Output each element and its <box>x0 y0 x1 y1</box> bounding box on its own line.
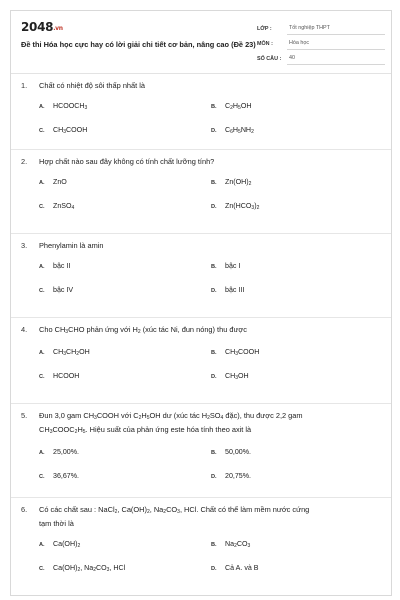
option-letter: D. <box>211 288 217 294</box>
question-3 <box>21 240 383 296</box>
option-text: 36,67%. <box>53 472 80 480</box>
answer-option-d[interactable] <box>211 372 249 381</box>
question-text <box>21 80 383 92</box>
answer-options <box>21 338 383 382</box>
exam-title: Đề thi Hóa học cực hay có lời giải chi tiết cơ bản, nâng cao (Đề 23) <box>21 40 256 49</box>
question-text <box>21 240 383 252</box>
question-text <box>21 504 383 530</box>
question-divider <box>11 403 391 404</box>
option-text: ZnSO$_4$ <box>53 202 75 211</box>
answer-option-a[interactable] <box>39 540 80 549</box>
option-letter: C. <box>39 128 45 134</box>
answer-option-b[interactable] <box>211 262 240 270</box>
question-body: Đun 3,0 gam $CH_3COOH$ với $C_2H_5OH$ dư (xúc tác $H_2SO_4$ đặc), thu được 2,2 gam $CH_3COOC_2H_5$. Hiệu suất của phản ứng este hóa tính theo axit là <box>39 411 303 435</box>
answer-option-a[interactable] <box>39 348 90 357</box>
answer-option-d[interactable] <box>211 126 254 135</box>
option-letter: D. <box>211 566 217 572</box>
option-letter: D. <box>211 128 217 134</box>
option-letter: C. <box>39 474 45 480</box>
option-text: bậc IV <box>53 286 74 294</box>
option-letter: C. <box>39 204 45 210</box>
option-text: $CH_3CH_2OH$ <box>53 348 90 357</box>
meta-label: LỚP : <box>257 25 272 32</box>
option-text: bậc II <box>53 262 71 270</box>
option-letter: B. <box>211 264 217 270</box>
option-text: bậc III <box>225 286 245 294</box>
option-letter: B. <box>211 350 217 356</box>
option-text: bậc I <box>225 262 241 270</box>
answer-option-d[interactable] <box>211 286 244 294</box>
option-letter: A. <box>39 180 45 186</box>
meta-row-count <box>257 52 385 65</box>
question-number: 5. <box>21 411 28 420</box>
option-letter: B. <box>211 180 217 186</box>
option-text: Cả A. và B <box>225 564 259 572</box>
option-letter: C. <box>39 288 45 294</box>
option-text: 25,00%. <box>53 448 80 456</box>
question-4 <box>21 324 383 382</box>
question-2 <box>21 156 383 212</box>
question-number: 2. <box>21 157 28 166</box>
exam-header <box>11 11 391 74</box>
answer-option-b[interactable] <box>211 540 250 549</box>
option-letter: D. <box>211 474 217 480</box>
meta-row-subject <box>257 37 385 50</box>
answer-option-c[interactable] <box>39 202 74 211</box>
option-letter: D. <box>211 204 217 210</box>
meta-label: SỐ CÂU : <box>257 55 282 62</box>
option-text: $Ca(OH)_2$, $Na_2CO_3$, HCl <box>53 564 126 573</box>
question-body: Có các chất sau : NaCl$_2$, $Ca(OH)_2$, $Na_2CO_3$, HCl. Chất có thể làm mềm nước cứng tạm thời là <box>39 505 310 528</box>
option-text: 50,00%. <box>225 448 252 456</box>
meta-value: Tốt nghiệp THPT <box>287 23 385 35</box>
answer-option-c[interactable] <box>39 126 87 135</box>
option-text: 20,75%. <box>225 472 252 480</box>
question-body: Phenylamin là amin <box>39 241 104 250</box>
answer-option-c[interactable] <box>39 286 73 294</box>
question-body: Hợp chất nào sau đây không có tính chất lưỡng tính? <box>39 157 215 166</box>
option-letter: B. <box>211 450 217 456</box>
answer-options <box>21 438 383 482</box>
option-letter: A. <box>39 542 45 548</box>
answer-option-b[interactable] <box>211 448 251 456</box>
answer-option-c[interactable] <box>39 372 79 380</box>
answer-option-a[interactable] <box>39 178 67 186</box>
question-body: Chất có nhiệt độ sôi thấp nhất là <box>39 81 146 90</box>
exam-sheet <box>10 10 392 596</box>
question-divider <box>11 497 391 498</box>
answer-options <box>21 168 383 212</box>
question-divider <box>11 149 391 150</box>
site-logo[interactable] <box>21 20 63 34</box>
question-divider <box>11 317 391 318</box>
option-text: $Zn(OH)_2$ <box>225 178 252 187</box>
answer-option-c[interactable] <box>39 564 125 573</box>
option-text: $Ca(OH)_2$ <box>53 540 81 549</box>
option-text: $Zn(HCO_3)_2$ <box>225 202 260 211</box>
question-text <box>21 324 383 338</box>
answer-option-b[interactable] <box>211 102 251 111</box>
option-letter: C. <box>39 374 45 380</box>
option-letter: A. <box>39 350 45 356</box>
option-text: ZnO <box>53 178 67 186</box>
answer-options <box>21 530 383 574</box>
logo-suffix: .vn <box>53 25 63 32</box>
answer-option-a[interactable] <box>39 102 87 111</box>
option-text: $CH_3COOH$ <box>225 348 260 357</box>
option-text: $CH_3COOH$ <box>53 126 88 135</box>
meta-row-class <box>257 22 385 35</box>
answer-option-a[interactable] <box>39 448 79 456</box>
option-letter: C. <box>39 566 45 572</box>
question-number: 4. <box>21 325 28 334</box>
option-letter: D. <box>211 374 217 380</box>
answer-options <box>21 252 383 296</box>
answer-option-d[interactable] <box>211 472 251 480</box>
option-letter: B. <box>211 542 217 548</box>
meta-value: Hóa học <box>287 38 385 50</box>
answer-option-d[interactable] <box>211 564 259 572</box>
answer-options <box>21 92 383 136</box>
option-text: $HCOOCH_3$ <box>53 102 88 111</box>
answer-option-b[interactable] <box>211 348 259 357</box>
answer-option-a[interactable] <box>39 262 70 270</box>
question-body: Cho $CH_3CHO$ phản ứng với $H_2$ (xúc tác Ni, đun nóng) thu được <box>39 325 247 335</box>
option-text: $C_2H_5OH$ <box>225 102 252 111</box>
question-1 <box>21 80 383 136</box>
question-text <box>21 410 383 438</box>
question-text <box>21 156 383 168</box>
logo-main: 2048 <box>21 20 54 34</box>
option-letter: B. <box>211 104 217 110</box>
answer-option-c[interactable] <box>39 472 79 480</box>
option-letter: A. <box>39 104 45 110</box>
option-text: $CH_3OH$ <box>225 372 249 381</box>
option-letter: A. <box>39 264 45 270</box>
exam-meta <box>257 22 385 67</box>
question-6 <box>21 504 383 574</box>
question-number: 3. <box>21 241 28 250</box>
option-text: HCOOH <box>53 372 80 380</box>
option-text: $C_6H_5NH_2$ <box>225 126 254 135</box>
meta-value: 40 <box>287 53 385 65</box>
meta-label: MÔN : <box>257 40 273 47</box>
question-number: 1. <box>21 81 28 90</box>
option-text: $Na_2CO_3$ <box>225 540 251 549</box>
answer-option-d[interactable] <box>211 202 259 211</box>
option-letter: A. <box>39 450 45 456</box>
question-5 <box>21 410 383 482</box>
question-divider <box>11 233 391 234</box>
answer-option-b[interactable] <box>211 178 251 187</box>
question-number: 6. <box>21 505 28 514</box>
